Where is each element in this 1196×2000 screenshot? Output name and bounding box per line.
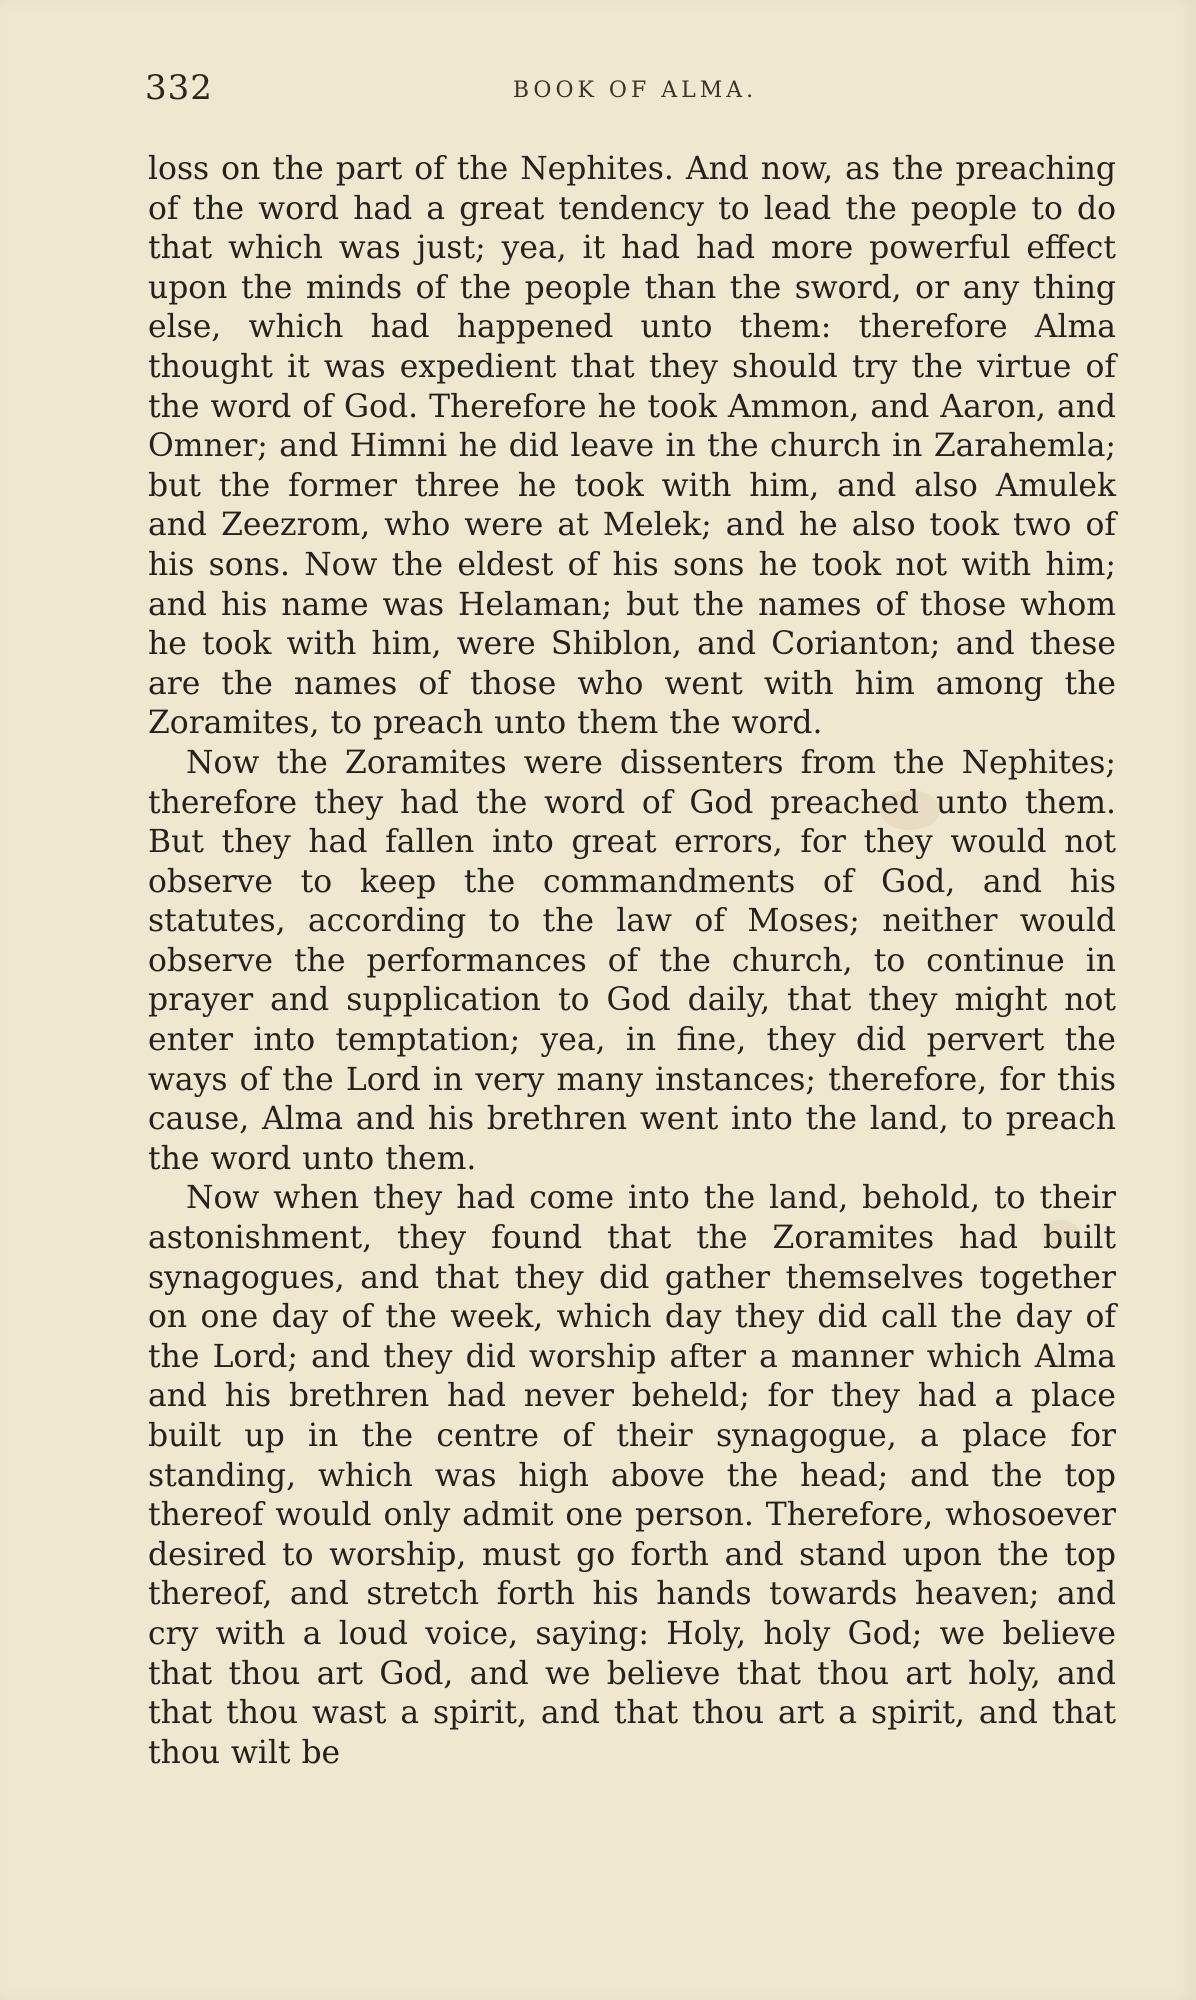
running-title: BOOK OF ALMA. xyxy=(512,78,758,103)
paragraph: loss on the part of the Nephites. And now, as the preaching of the word had a great tendency to lead the people to do that which was just; yea, it had had more powerful effect upon the minds of the people than the sword, or any thing else, which had happened unto them: therefore Alma thought it was expedient that they should try the virtue of the word of God. Therefore he took Ammon, and Aaron, and Omner; and Himni he did leave in the church in Zarahemla; but the former three he took with him, and also Amulek and Zeezrom, who were at Melek; and he also took two of his sons. Now the eldest of his sons he took not with him; and his name was Helaman; but the names of those whom he took with him, were Shiblon, and Corianton; and these are the names of those who went with him among the Zoramites, to preach unto them the word. xyxy=(148,151,1116,742)
paragraph: Now the Zoramites were dissenters from the Nephites; therefore they had the word of God preached unto them. But they had fallen into great errors, for they would not observe to keep the commandments of God, and his statutes, according to the law of Moses; neither would observe the performances of the church, to continue in prayer and supplication to God daily, that they might not enter into temptation; yea, in fine, they did pervert the ways of the Lord in very many instances; therefore, for this cause, Alma and his brethren went into the land, to preach the word unto them. xyxy=(148,744,1116,1177)
running-head xyxy=(145,64,1125,124)
paragraph: Now when they had come into the land, behold, to their astonishment, they found that the Zoramites had built synagogues, and that they did gather themselves together on one day of the week, which day they did call the day of the Lord; and they did worship after a manner which Alma and his brethren had never beheld; for they had a place built up in the centre of their synagogue, a place for standing, which was high above the head; and the top thereof would only admit one person. Therefore, whosoever desired to worship, must go forth and stand upon the top thereof, and stretch forth his hands towards heaven; and cry with a loud voice, saying: Holy, holy God; we believe that thou art God, and we believe that thou art holy, and that thou wast a spirit, and that thou art a spirit, and that thou wilt be xyxy=(148,1180,1116,1771)
page-number: 332 xyxy=(145,68,213,108)
body-text xyxy=(148,150,1116,1773)
